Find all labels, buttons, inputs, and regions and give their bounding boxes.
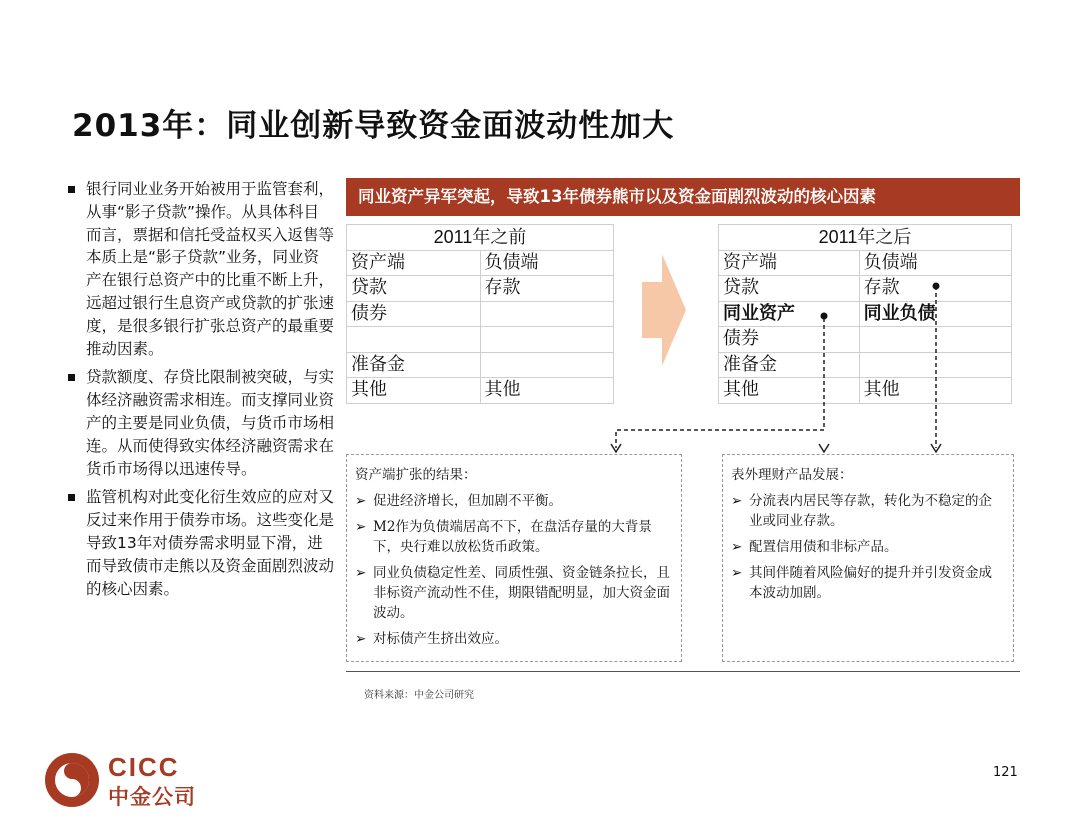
bullet-item: [66, 178, 334, 360]
bullet-item: [66, 486, 334, 600]
asset-cell: 贷款: [719, 276, 860, 302]
box-title: 表外理财产品发展：: [731, 467, 853, 483]
asset-expansion-box: [346, 454, 682, 662]
balance-sheet-before: [346, 224, 614, 404]
liability-cell: [480, 327, 614, 353]
bullet-text: 银行同业业务开始被用于监管套利，从事“影子贷款”操作。从具体科目而言，票据和信托受益权买入返售等本质上是“影子贷款”业务，同业资产在银行总资产中的比重不断上升，远超过银行生息资产或贷款的扩张速度，是很多银行扩张总资产的最重要推动因素。: [86, 180, 335, 358]
liability-cell: 其他: [859, 378, 1011, 404]
list-item-text: 同业负债稳定性差、同质性强、资金链条拉长，且非标资产流动性不佳，期限错配明显，加大资金面波动。: [373, 565, 670, 621]
liability-cell-interbank: 同业负债: [859, 301, 1011, 327]
liability-cell: 存款: [480, 276, 614, 302]
square-bullet-icon: [68, 494, 75, 501]
bullet-item: [66, 366, 334, 480]
chevron-right-icon: ➢: [355, 565, 367, 581]
bullet-text: 贷款额度、存贷比限制被突破，与实体经济融资需求相连。而支撑同业资产的主要是同业负债，与货币市场相连。从而使得致实体经济融资需求在货币市场得以迅速传导。: [86, 368, 335, 478]
section-banner: 同业资产异军突起，导致13年债券熊市以及资金面剧烈波动的核心因素: [346, 178, 1020, 216]
list-item-text: 对标债产生挤出效应。: [373, 631, 508, 647]
source-note: 资料来源：中金公司研究: [364, 690, 474, 701]
column-header-liability: 负债端: [859, 250, 1011, 276]
list-item: [355, 629, 673, 649]
column-header-asset: 资产端: [719, 250, 860, 276]
asset-cell: 贷款: [347, 276, 481, 302]
list-item: [731, 563, 1005, 603]
cicc-logo-icon: [42, 750, 102, 810]
list-item: [355, 491, 673, 511]
chevron-right-icon: ➢: [731, 565, 743, 581]
chevron-right-icon: ➢: [355, 631, 367, 647]
asset-cell: 准备金: [347, 352, 481, 378]
list-item-text: 分流表内居民等存款，转化为不稳定的企业或同业存款。: [749, 493, 992, 529]
list-item: [355, 517, 673, 557]
page-number: 121: [993, 765, 1018, 780]
list-item: [731, 491, 1005, 531]
list-item-text: 促进经济增长，但加剧不平衡。: [373, 493, 562, 509]
page-title: 2013年：同业创新导致资金面波动性加大: [72, 108, 675, 144]
asset-cell: 准备金: [719, 352, 860, 378]
chevron-right-icon: ➢: [355, 519, 367, 535]
asset-cell: [347, 327, 481, 353]
asset-cell: 其他: [347, 378, 481, 404]
asset-cell-interbank: 同业资产: [719, 301, 860, 327]
list-item: [355, 563, 673, 623]
asset-cell: 债券: [347, 301, 481, 327]
chevron-right-icon: ➢: [731, 493, 743, 509]
list-item-text: 配置信用债和非标产品。: [749, 539, 898, 555]
list-item-text: M2作为负债端居高不下，在盘活存量的大背景下，央行难以放松货币政策。: [373, 519, 652, 555]
liability-cell: [480, 301, 614, 327]
box-title: 资产端扩张的结果：: [355, 467, 477, 483]
table-header: 2011年之后: [719, 225, 1012, 251]
liability-cell: 其他: [480, 378, 614, 404]
logo-text-en: CICC: [108, 752, 180, 782]
list-item-text: 其间伴随着风险偏好的提升并引发资金成本波动加剧。: [749, 565, 992, 601]
connector-lines: [600, 280, 960, 460]
square-bullet-icon: [68, 374, 75, 381]
left-bullet-list: [66, 178, 334, 606]
square-bullet-icon: [68, 186, 75, 193]
asset-cell: 其他: [719, 378, 860, 404]
logo-text-cn: 中金公司: [108, 785, 196, 809]
divider: [346, 671, 1020, 672]
offbalance-wealth-box: [722, 454, 1014, 662]
chevron-right-icon: ➢: [731, 539, 743, 555]
column-header-asset: 资产端: [347, 250, 481, 276]
liability-cell: [480, 352, 614, 378]
list-item: [731, 537, 1005, 557]
bullet-text: 监管机构对此变化衍生效应的应对又反过来作用于债券市场。这些变化是导致13年对债券需求明显下滑，进而导致债市走熊以及资金面剧烈波动的核心因素。: [86, 488, 335, 598]
liability-cell: 存款: [859, 276, 1011, 302]
table-header: 2011年之前: [347, 225, 614, 251]
asset-cell: 债券: [719, 327, 860, 353]
chevron-right-icon: ➢: [355, 493, 367, 509]
column-header-liability: 负债端: [480, 250, 614, 276]
